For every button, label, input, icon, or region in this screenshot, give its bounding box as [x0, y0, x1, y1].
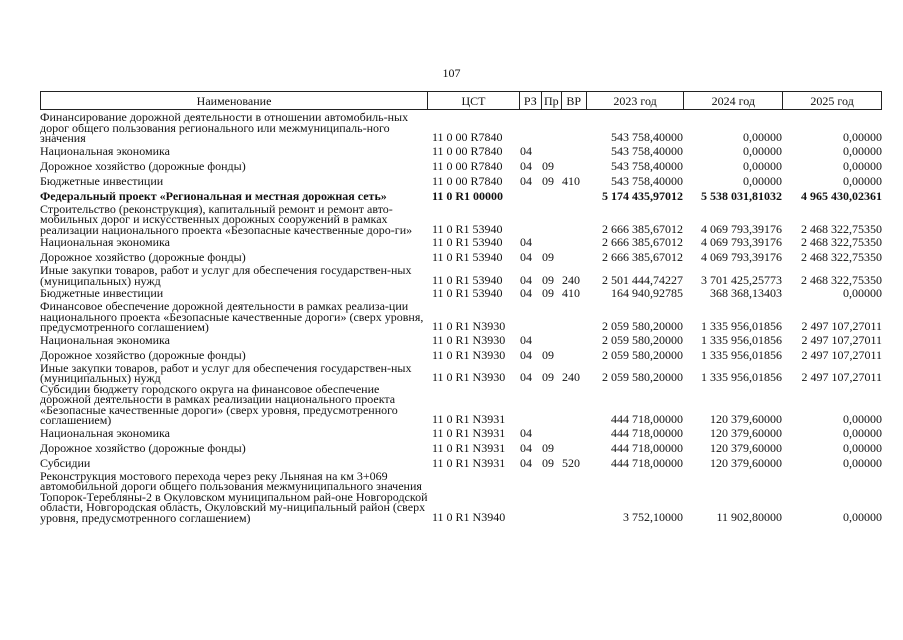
row-2024: 0,00000 [743, 130, 782, 144]
row-2025: 2 497 107,27011 [801, 319, 882, 333]
row-pr: 09 [542, 250, 554, 264]
row-2024: 120 379,60000 [710, 440, 782, 455]
row-name: Бюджетные инвестиции [40, 286, 164, 300]
row-2025: 0,00000 [843, 412, 882, 426]
row-2024: 1 335 956,01856 [701, 332, 782, 347]
row-vr: 410 [562, 286, 580, 300]
row-cst: 11 0 R1 53940 [432, 221, 503, 236]
row-cst: 11 0 00 R7840 [432, 173, 503, 188]
table-header [40, 91, 882, 110]
row-2025: 4 965 430,02361 [801, 188, 882, 203]
row-2025: 2 497 107,27011 [801, 332, 882, 347]
header-pr: Пр [542, 92, 562, 109]
row-vr: 240 [562, 370, 580, 384]
row-2025: 0,00000 [843, 143, 882, 158]
row-vr [562, 425, 587, 426]
table-row [40, 333, 882, 348]
row-2023: 2 666 385,67012 [602, 250, 683, 264]
row-2023: 543 758,40000 [611, 173, 683, 188]
row-rz: 04 [520, 440, 532, 455]
row-name: Национальная экономика [40, 425, 170, 440]
row-2025: 2 468 322,75350 [801, 250, 882, 264]
row-2024: 120 379,60000 [710, 455, 782, 470]
header-vr: ВР [562, 92, 587, 109]
row-vr: 410 [562, 173, 580, 188]
row-rz: 04 [520, 332, 532, 347]
row-2023: 2 501 444,74227 [602, 272, 683, 287]
row-2024: 0,00000 [743, 158, 782, 173]
row-2025: 2 468 322,75350 [801, 221, 882, 236]
row-cst: 11 0 00 R7840 [432, 158, 503, 173]
table-row [40, 235, 882, 250]
table-row [40, 360, 882, 385]
row-cst: 11 0 R1 00000 [432, 188, 504, 203]
row-2023: 3 752,10000 [623, 509, 683, 524]
row-pr [542, 332, 562, 333]
row-2025: 2 497 107,27011 [801, 370, 882, 384]
row-name: Дорожное хозяйство (дорожные фонды) [40, 250, 246, 264]
table-row [40, 159, 882, 174]
row-2024: 3 701 425,25773 [701, 272, 782, 287]
row-name: Дорожное хозяйство (дорожные фонды) [40, 347, 246, 362]
row-name: Строительство (реконструкция), капитальный ремонт и ремонт авто-мобильных дорог и искусственных дорожных сооружений в рамках реализации национального проекта «Безопасные качественные доро-ги» [40, 201, 413, 237]
row-2024: 1 335 956,01856 [701, 370, 782, 384]
table-row [40, 441, 882, 456]
row-pr [542, 425, 562, 426]
row-2023: 543 758,40000 [611, 130, 683, 144]
row-2024: 1 335 956,01856 [701, 319, 782, 333]
row-2023: 444 718,00000 [611, 425, 683, 440]
row-cst: 11 0 R1 53940 [432, 272, 503, 287]
row-pr: 09 [542, 455, 554, 470]
row-pr: 09 [542, 370, 554, 384]
row-cst: 11 0 R1 N3940 [432, 509, 506, 524]
row-name: Иные закупки товаров, работ и услуг для обеспечения государствен-ных (муниципальных) нужд [40, 263, 412, 288]
row-cst: 11 0 R1 N3930 [432, 332, 506, 347]
table-row [40, 265, 882, 286]
row-2025: 0,00000 [843, 286, 882, 300]
row-pr: 09 [542, 158, 554, 173]
row-2025: 0,00000 [843, 440, 882, 455]
row-pr [542, 522, 562, 523]
row-2024: 4 069 793,39176 [701, 235, 782, 249]
row-rz: 04 [520, 425, 532, 440]
table-row [40, 301, 882, 333]
row-2024: 120 379,60000 [710, 425, 782, 440]
table-row [40, 112, 882, 144]
page-number: 107 [442, 66, 461, 80]
header-2025: 2025 год [810, 94, 854, 108]
row-2024: 368 368,13403 [710, 286, 782, 300]
row-name: Субсидии бюджету городского округа на финансовое обеспечение дорожной деятельности в рамках реализации национального проекта «Безопасные качественные дороги» (сверх уровня, предусмотренного соглашением) [40, 381, 398, 427]
row-name: Национальная экономика [40, 143, 170, 158]
table-row [40, 144, 882, 159]
row-cst: 11 0 R1 N3931 [432, 440, 506, 455]
row-pr [542, 234, 562, 235]
row-vr [562, 332, 587, 333]
row-2025: 2 497 107,27011 [801, 347, 882, 362]
row-vr [562, 143, 587, 144]
row-rz: 04 [520, 286, 532, 300]
row-rz: 04 [520, 143, 532, 158]
row-2025: 2 468 322,75350 [801, 235, 882, 249]
row-2025: 0,00000 [843, 130, 882, 144]
row-name: Национальная экономика [40, 235, 170, 249]
row-2024: 120 379,60000 [710, 412, 782, 426]
row-vr: 240 [562, 272, 580, 287]
header-2023: 2023 год [587, 92, 685, 109]
row-cst: 11 0 R1 N3930 [432, 319, 506, 333]
row-pr: 09 [542, 286, 554, 300]
table-row [40, 468, 882, 525]
row-cst: 11 0 R1 N3931 [432, 412, 506, 426]
row-2023: 543 758,40000 [611, 158, 683, 173]
row-name: Бюджетные инвестиции [40, 173, 164, 188]
row-cst: 11 0 R1 53940 [432, 250, 503, 264]
row-vr: 520 [562, 455, 580, 470]
row-cst: 11 0 00 R7840 [432, 143, 503, 158]
row-2023: 444 718,00000 [611, 440, 683, 455]
row-name: Реконструкция мостового перехода через реку Льняная на км 3+069 автомобильной дороги общего пользования межмуниципального значения Топорок-Теребляны-2 в Окуловском муниципальном рай-оне Новгородской области, Новгородская область, Окуловский му-ниципальный район (сверх уровня, предусмотренного соглашением) [40, 468, 428, 525]
row-pr: 09 [542, 347, 554, 362]
row-2025: 0,00000 [843, 158, 882, 173]
row-rz: 04 [520, 250, 532, 264]
row-vr [562, 234, 587, 235]
row-2023: 2 666 385,67012 [602, 221, 683, 236]
row-cst: 11 0 R1 N3930 [432, 347, 506, 362]
row-name: Финансовое обеспечение дорожной деятельности в рамках реализа-ции национального проекта «Безопасные качественные дороги» (сверх уровня, предусмотренного соглашением) [40, 299, 424, 334]
row-cst: 11 0 R1 53940 [432, 235, 503, 249]
row-2024: 0,00000 [743, 143, 782, 158]
row-name: Субсидии [40, 455, 91, 470]
header-rz: РЗ [520, 92, 542, 109]
budget-table [40, 91, 882, 523]
table-row [40, 174, 882, 189]
row-pr: 09 [542, 173, 554, 188]
row-rz: 04 [520, 455, 532, 470]
row-name: Финансирование дорожной деятельности в отношении автомобиль-ных дорог общего пользования регионального или межмуниципаль-ного значения [40, 110, 409, 145]
row-cst: 11 0 R1 53940 [432, 286, 503, 300]
header-2024: 2024 год [684, 92, 783, 109]
row-2024: 1 335 956,01856 [701, 347, 782, 362]
row-pr [542, 143, 562, 144]
row-vr [562, 522, 587, 523]
row-2023: 543 758,40000 [611, 143, 683, 158]
row-cst: 11 0 R1 N3930 [432, 370, 506, 384]
row-rz [520, 522, 542, 523]
row-2024: 4 069 793,39176 [701, 221, 782, 236]
table-row [40, 381, 882, 427]
table-row [40, 201, 882, 237]
row-2025: 0,00000 [843, 509, 882, 524]
row-rz: 04 [520, 158, 532, 173]
row-2024: 5 538 031,81032 [701, 188, 782, 203]
row-name: Федеральный проект «Региональная и местная дорожная сеть» [40, 188, 387, 203]
row-2024: 11 902,80000 [716, 509, 782, 524]
row-cst: 11 0 R1 N3931 [432, 455, 506, 470]
row-name: Национальная экономика [40, 332, 170, 347]
row-2023: 2 059 580,20000 [602, 332, 683, 347]
row-2025: 2 468 322,75350 [801, 272, 882, 287]
row-2023: 2 059 580,20000 [602, 370, 683, 384]
row-rz: 04 [520, 347, 532, 362]
row-2025: 0,00000 [843, 455, 882, 470]
row-name: Иные закупки товаров, работ и услуг для обеспечения государствен-ных (муниципальных) нужд [40, 360, 412, 385]
header-cst: ЦСТ [428, 92, 520, 109]
row-2023: 2 059 580,20000 [602, 319, 683, 333]
row-2023: 164 940,92785 [611, 286, 683, 300]
row-2024: 4 069 793,39176 [701, 250, 782, 264]
row-2023: 5 174 435,97012 [602, 188, 683, 203]
header-name: Наименование [41, 92, 428, 109]
row-rz: 04 [520, 173, 532, 188]
row-rz: 04 [520, 272, 532, 287]
table-row [40, 426, 882, 441]
row-rz: 04 [520, 370, 532, 384]
row-cst: 11 0 00 R7840 [432, 130, 503, 144]
row-cst: 11 0 R1 N3931 [432, 425, 506, 440]
row-pr: 09 [542, 272, 554, 287]
row-pr: 09 [542, 440, 554, 455]
row-2024: 0,00000 [743, 173, 782, 188]
table-body [40, 112, 882, 523]
row-2023: 2 059 580,20000 [602, 347, 683, 362]
row-name: Дорожное хозяйство (дорожные фонды) [40, 440, 246, 455]
row-2025: 0,00000 [843, 173, 882, 188]
row-2025: 0,00000 [843, 425, 882, 440]
row-2023: 2 666 385,67012 [602, 235, 683, 249]
row-2023: 444 718,00000 [611, 455, 683, 470]
row-2023: 444 718,00000 [611, 412, 683, 426]
row-name: Дорожное хозяйство (дорожные фонды) [40, 158, 246, 173]
row-rz: 04 [520, 235, 532, 249]
